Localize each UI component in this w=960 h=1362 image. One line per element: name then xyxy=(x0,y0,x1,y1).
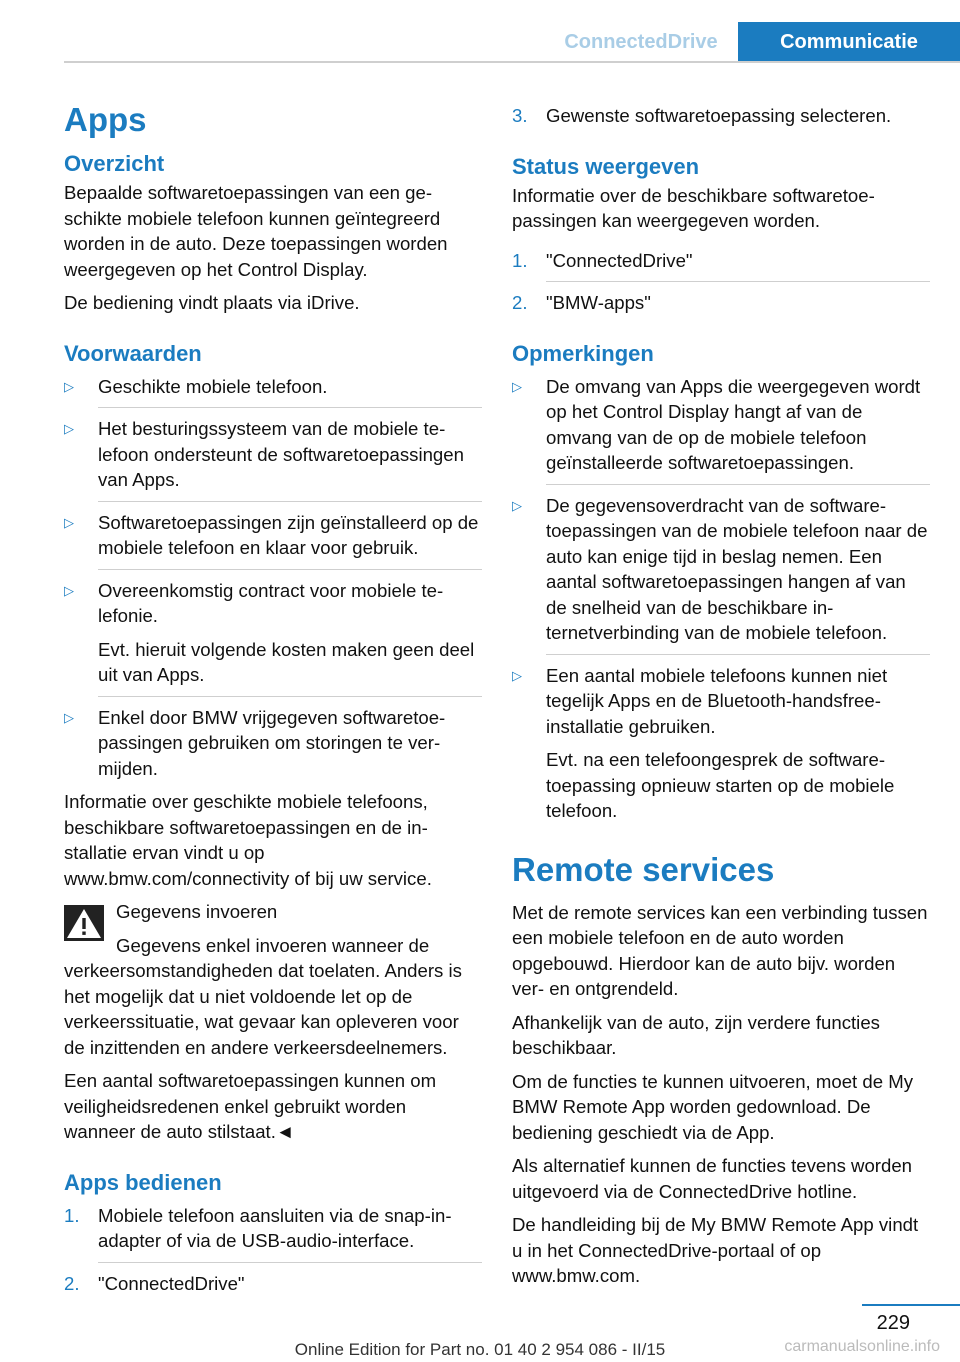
footer-rule xyxy=(862,1304,960,1306)
list-item: ▷ Overeenkomstig contract voor mobiele telefonie. Evt. hieruit volgende kosten maken geen deel uit van Apps. xyxy=(64,578,482,688)
step-number: 1. xyxy=(512,249,528,271)
right-column xyxy=(512,100,930,1297)
header-section-link[interactable]: ConnectedDrive xyxy=(564,31,718,53)
overzicht-paragraph-2: De bediening vindt plaats via iDrive. xyxy=(64,292,360,313)
remote-paragraph-2: Afhankelijk van de auto, zijn verdere functies beschikbaar. xyxy=(512,1011,880,1058)
left-column xyxy=(64,100,482,1304)
voorwaarden-info: Informatie over geschikte mobiele telefoons, beschikbare softwaretoepassingen en de installatie ervan vindt u op www.bmw.com/connectivity of bij uw service. xyxy=(64,791,432,889)
remote-paragraph-3: Om de functies te kunnen uitvoeren, moet de My BMW Remote App worden gedownload. De bediening geschiedt via de App. xyxy=(512,1070,914,1143)
status-paragraph: Informatie over de beschikbare softwaretoepassingen kan weergegeven worden. xyxy=(512,184,875,231)
warning-text-2: Een aantal softwaretoepassingen kunnen om veiligheidsredenen enkel gebruikt worden wanneer de auto stilstaat.◄ xyxy=(64,1070,437,1142)
list-item: 2. "ConnectedDrive" xyxy=(64,1271,482,1297)
step-number: 3. xyxy=(512,105,528,126)
page-title: Apps xyxy=(64,101,147,138)
list-item: 3. Gewenste softwaretoepassing selecteren. xyxy=(512,103,930,129)
list-item: ▷ Het besturingssysteem van de mobiele telefoon ondersteunt de softwaretoepassingen van Apps. xyxy=(64,416,482,493)
list-bullet-icon: ▷ xyxy=(64,378,74,394)
header-chapter-tab[interactable]: Communicatie xyxy=(738,22,960,62)
watermark: carmanualsonline.info xyxy=(784,1338,940,1355)
remote-paragraph-4: Als alternatief kunnen de functies tevens worden uitgevoerd via de ConnectedDrive hotline. xyxy=(512,1155,913,1202)
warning-text: Gegevens enkel invoeren wanneer de verkeersomstandigheden dat toelaten. Anders is het mogelijk dat u niet voldoende let op de verkeerssituatie, wat gevaar kan opleveren voor de inzittenden en andere verkeersdeelnemers. xyxy=(64,934,462,1058)
warning-triangle-icon xyxy=(64,905,104,941)
list-item: 1. Mobiele telefoon aansluiten via de snap-in-adapter of via de USB-audio-interface. xyxy=(64,1203,482,1254)
list-bullet-icon: ▷ xyxy=(64,514,74,530)
edition-text: Online Edition for Part no. 01 40 2 954 086 - II/15 xyxy=(294,1340,666,1359)
heading-remote-services: Remote services xyxy=(512,850,775,888)
step-number: 2. xyxy=(512,292,528,313)
page-number: 229 xyxy=(876,1312,910,1334)
heading-voorwaarden: Voorwaarden xyxy=(64,340,202,366)
list-item: ▷ Geschikte mobiele telefoon. xyxy=(64,374,482,400)
list-bullet-icon: ▷ xyxy=(64,709,74,725)
header-divider xyxy=(64,61,960,63)
list-bullet-icon: ▷ xyxy=(64,421,74,436)
step-number: 2. xyxy=(64,1272,80,1294)
list-bullet-icon: ▷ xyxy=(512,497,522,513)
list-item: 2. "BMW-apps" xyxy=(512,290,930,316)
heading-apps-bedienen: Apps bedienen xyxy=(64,1169,222,1195)
warning-title: Gegevens invoeren xyxy=(116,901,278,922)
heading-overzicht: Overzicht xyxy=(64,151,165,176)
overzicht-paragraph-1: Bepaalde softwaretoepassingen van een geschikte mobiele telefoon kunnen geïntegreerd worden in de auto. Deze toepassingen worden weergegeven op het Control Display. xyxy=(64,182,448,280)
list-item: ▷ Een aantal mobiele telefoons kunnen niet tegelijk Apps en de Bluetooth-handsfree-installatie gebruiken. Evt. na een telefoongesprek de softwaretoepassing opnieuw starten op de mobiele telefoon. xyxy=(512,663,930,824)
list-item: ▷ De gegevensoverdracht van de softwaretoepassingen van de mobiele telefoon naar de auto kan enige tijd in beslag nemen. Een aantal softwaretoepassingen hangen af van de snelheid van de beschikbare internetverbinding van de mobiele telefoon. xyxy=(512,493,930,646)
warning-box xyxy=(64,899,482,1145)
list-item: ▷ De omvang van Apps die weergegeven wordt op het Control Display hangt af van de omvang van de op de mobiele telefoon geïnstalleerde softwaretoepassingen. xyxy=(512,374,930,476)
step-number: 1. xyxy=(64,1204,80,1226)
remote-paragraph-5: De handleiding bij de My BMW Remote App vindt u in het ConnectedDrive-portaal of op www.bmw.com. xyxy=(512,1214,919,1286)
remote-paragraph-1: Met de remote services kan een verbinding tussen een mobiele telefoon en de auto worden opgebouwd. Hierdoor kan de auto bijv. worden ver- en ontgrendeld. xyxy=(512,901,928,999)
list-bullet-icon: ▷ xyxy=(64,582,74,598)
heading-status-weergeven: Status weergeven xyxy=(512,153,700,179)
list-item: ▷ Softwaretoepassingen zijn geïnstalleerd op de mobiele telefoon en klaar voor gebruik. xyxy=(64,510,482,561)
list-bullet-icon: ▷ xyxy=(512,667,522,683)
list-item: ▷ Enkel door BMW vrijgegeven softwaretoepassingen gebruiken om storingen te vermijden. xyxy=(64,705,482,782)
list-bullet-icon: ▷ xyxy=(512,378,522,394)
list-item: 1. "ConnectedDrive" xyxy=(512,248,930,274)
heading-opmerkingen: Opmerkingen xyxy=(512,340,654,366)
